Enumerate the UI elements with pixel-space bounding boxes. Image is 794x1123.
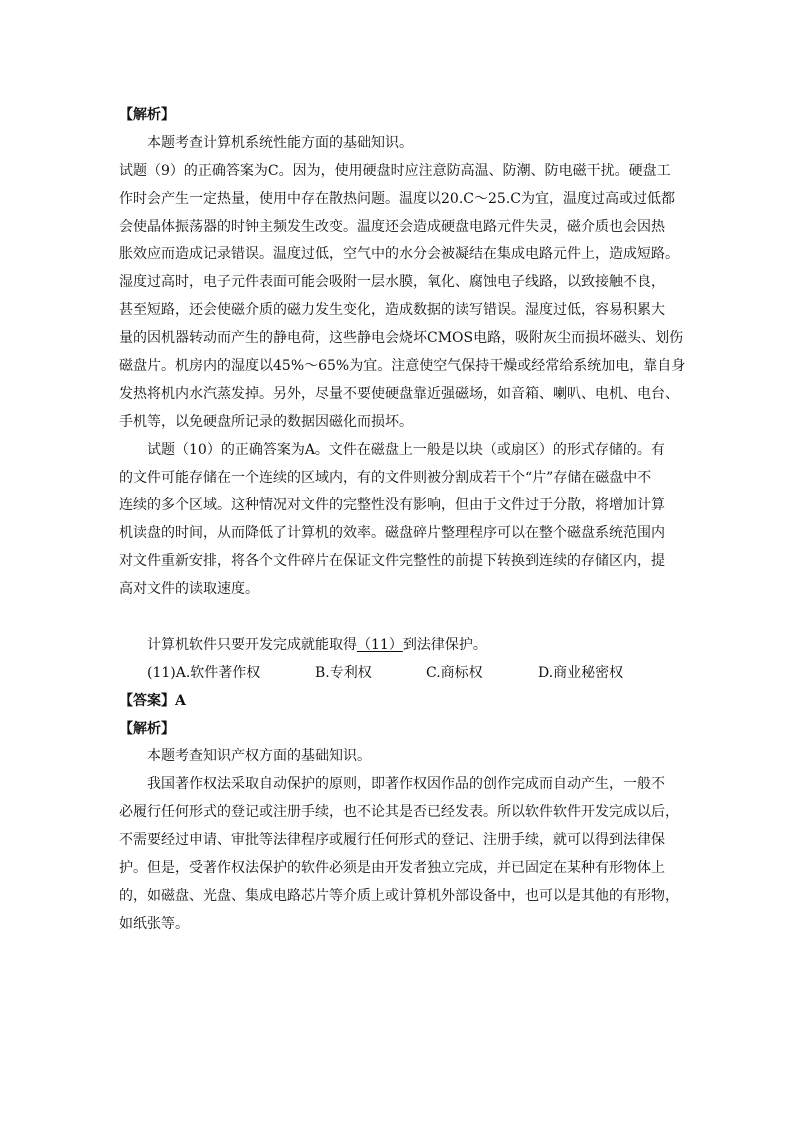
text-line: 胀效应而造成记录错误。温度过低，空气中的水分会被凝结在集成电路元件上，造成短路。 <box>119 246 679 263</box>
text-line: 高对文件的读取速度。 <box>119 581 259 598</box>
text-line: 发热将机内水汽蒸发掉。另外，尽量不要使硬盘靠近强磁场，如音箱、喇叭、电机、电台、 <box>119 385 679 402</box>
answer-label: 【答案】 <box>119 692 175 709</box>
text-line: 机读盘的时间，从而降低了计算机的效率。磁盘碎片整理程序可以在整个磁盘系统范围内 <box>119 525 665 542</box>
analysis-intro-2: 本题考查知识产权方面的基础知识。 <box>147 748 371 765</box>
question-blank: （11） <box>357 636 403 653</box>
text-line: 的文件可能存储在一个连续的区域内，有的文件则被分割成若干个“片”存储在磁盘中不 <box>119 469 652 486</box>
question-stem-end: 到法律保护。 <box>402 636 487 653</box>
text-line: 护。但是，受著作权法保护的软件必须是由开发者独立完成，并已固定在某种有形物体上 <box>119 860 665 877</box>
text-line: 试题（10）的正确答案为A。文件在磁盘上一般是以块（或扇区）的形式存储的。有 <box>147 441 665 458</box>
analysis-heading-2: 【解析】 <box>119 720 175 737</box>
text-line: 如纸张等。 <box>119 915 189 932</box>
text-line: 甚至短路，还会使磁介质的磁力发生变化，造成数据的读写错误。湿度过低，容易积累大 <box>119 302 665 319</box>
text-line: 试题（9）的正确答案为C。因为，使用硬盘时应注意防高温、防潮、防电磁干扰。硬盘工 <box>119 162 671 179</box>
blank-line <box>119 604 679 632</box>
question-stem <box>119 632 679 660</box>
answer-value: A <box>175 692 186 709</box>
text-line: 连续的多个区域。这种情况对文件的完整性没有影响，但由于文件过于分散，将增加计算 <box>119 497 665 514</box>
text-line: 作时会产生一定热量，使用中存在散热问题。温度以20.C～25.C为宜，温度过高或过低都 <box>119 190 675 207</box>
analysis-intro-1: 本题考查计算机系统性能方面的基础知识。 <box>147 134 413 151</box>
analysis-paragraph-11 <box>119 771 679 938</box>
analysis-paragraph-10 <box>119 437 679 604</box>
question-stem-start: 计算机软件只要开发完成就能取得 <box>147 636 357 653</box>
analysis-paragraph-9 <box>119 158 686 437</box>
option-d: D.商业秘密权 <box>538 664 624 681</box>
text-line: 湿度过高时，电子元件表面可能会吸附一层水膜，氧化、腐蚀电子线路，以致接触不良， <box>119 274 665 291</box>
text-line: 我国著作权法采取自动保护的原则，即著作权因作品的创作完成而自动产生，一般不 <box>147 776 665 793</box>
text-line: 不需要经过申请、审批等法律程序或履行任何形式的登记、注册手续，就可以得到法律保 <box>119 832 665 849</box>
question-options <box>119 660 679 688</box>
analysis-heading-1: 【解析】 <box>119 107 175 123</box>
option-c: C.商标权 <box>426 664 483 681</box>
text-line: 必履行任何形式的登记或注册手续，也不论其是否已经发表。所以软件软件开发完成以后， <box>119 804 679 821</box>
text-line: 对文件重新安排，将各个文件碎片在保证文件完整性的前提下转换到连续的存储区内，提 <box>119 553 665 570</box>
text-line: 的，如磁盘、光盘、集成电路芯片等介质上或计算机外部设备中，也可以是其他的有形物， <box>119 887 679 904</box>
answer-line <box>119 688 679 716</box>
option-b: B.专利权 <box>315 664 372 681</box>
document-page <box>119 102 686 939</box>
text-line: 磁盘片。机房内的湿度以45%～65%为宜。注意使空气保持干燥或经常给系统加电，靠自身 <box>119 358 686 375</box>
text-line: 会使晶体振荡器的时钟主频发生改变。温度还会造成硬盘电路元件失灵，磁介质也会因热 <box>119 218 665 235</box>
text-line: 手机等，以免硬盘所记录的数据因磁化而损坏。 <box>119 413 413 430</box>
option-a: (11)A.软件著作权 <box>147 664 261 681</box>
text-line: 量的因机器转动而产生的静电荷，这些静电会烧坏CMOS电路，吸附灰尘而损坏磁头、划伤 <box>119 330 684 347</box>
